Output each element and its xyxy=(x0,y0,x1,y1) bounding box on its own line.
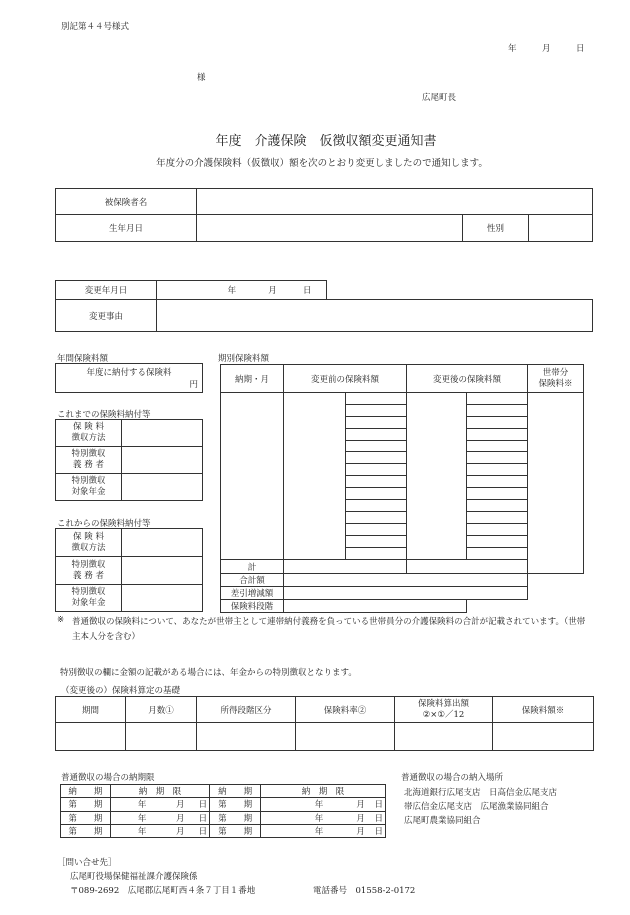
recipient-suffix: 様 xyxy=(197,73,206,83)
due-month: 月 xyxy=(325,811,367,824)
birth-label: 生年月日 xyxy=(56,215,197,242)
contact-label: ［問い合せ先］ xyxy=(57,858,117,868)
due-day: 日 xyxy=(367,798,386,811)
previous-row-label: 保 険 料 徴収方法 xyxy=(56,420,122,447)
basis-header: 保険料算出額 ②×①／12 xyxy=(395,697,493,723)
basis-cell[interactable] xyxy=(197,723,296,751)
previous-row-value[interactable] xyxy=(122,474,203,501)
after-lines xyxy=(467,393,527,559)
form-number: 別記第４４号様式 xyxy=(61,22,130,32)
date-month: 月 xyxy=(542,44,551,54)
change-date-label: 変更年月日 xyxy=(56,281,157,300)
basis-header: 保険料額※ xyxy=(493,697,594,723)
previous-row-label: 特別徴収 対象年金 xyxy=(56,474,122,501)
change-date-day: 日 xyxy=(302,286,312,296)
due-month: 月 xyxy=(325,798,367,811)
future-row-label: 保 険 料 徴収方法 xyxy=(56,529,122,557)
change-date-year: 年 xyxy=(227,286,237,296)
due-section-label: 普通徴収の場合の納期限 xyxy=(61,773,155,783)
due-year: 年 xyxy=(110,824,148,837)
due-row-period: 第 期 xyxy=(61,811,111,824)
note-special: 特別徴収の欄に金額の記載がある場合には、年金からの特別徴収となります。 xyxy=(60,668,357,678)
due-year: 年 xyxy=(261,811,326,824)
household-cell[interactable] xyxy=(528,393,584,574)
change-date-month: 月 xyxy=(268,286,277,296)
future-row-value[interactable] xyxy=(122,557,203,585)
stage-label: 保険料段階 xyxy=(221,600,284,613)
due-row-period: 第 期 xyxy=(210,824,261,837)
previous-section-label: これまでの保険料納付等 xyxy=(57,410,151,420)
payplace-line: 広尾町農業協同組合 xyxy=(404,816,481,826)
due-col-deadline: 納 期 限 xyxy=(110,785,209,798)
due-day: 日 xyxy=(367,824,386,837)
due-row-period: 第 期 xyxy=(210,811,261,824)
basis-cell[interactable] xyxy=(126,723,197,751)
due-col-deadline: 納 期 限 xyxy=(261,785,386,798)
future-row-label: 特別徴収 対象年金 xyxy=(56,585,122,612)
period-section-label: 期別保険料額 xyxy=(218,354,270,364)
annual-cell-label: 年度に納付する保険料 xyxy=(86,368,172,378)
due-table xyxy=(60,784,386,838)
sex-label: 性別 xyxy=(463,215,529,242)
payplace-line: 北海道銀行広尾支店 日高信金広尾支店 xyxy=(404,788,558,798)
page-subtitle: 年度分の介護保険料（仮徴収）額を次のとおり変更しましたので通知します。 xyxy=(156,158,488,169)
due-col-period: 納 期 xyxy=(210,785,261,798)
payplace-section-label: 普通徴収の場合の納入場所 xyxy=(401,773,504,783)
stage-value[interactable] xyxy=(284,600,467,613)
sum-label: 合計額 xyxy=(221,574,284,587)
contact-dept: 広尾町役場保健福祉課介護保険係 xyxy=(70,872,198,882)
previous-row-label: 特別徴収 義 務 者 xyxy=(56,447,122,474)
due-year: 年 xyxy=(261,824,326,837)
before-lines xyxy=(346,393,406,559)
birth-value[interactable] xyxy=(197,215,463,242)
due-day: 日 xyxy=(187,798,210,811)
change-reason-value[interactable] xyxy=(157,300,593,332)
basis-header: 月数① xyxy=(126,697,197,723)
due-col-period: 納 期 xyxy=(61,785,111,798)
col-period-header: 納期・月 xyxy=(221,365,284,393)
future-row-label: 特別徴収 義 務 者 xyxy=(56,557,122,585)
contact-phone: 電話番号 01558-2-0172 xyxy=(313,886,416,896)
future-row-value[interactable] xyxy=(122,585,203,612)
insured-name-label: 被保険者名 xyxy=(56,189,197,215)
insured-name-value[interactable] xyxy=(197,189,593,215)
issuer: 広尾町長 xyxy=(422,93,457,103)
annual-table xyxy=(55,363,203,393)
sum-value[interactable] xyxy=(284,574,528,587)
contact-address: 〒089-2692 広尾郡広尾町西４条７丁目１番地 xyxy=(70,886,256,896)
previous-row-value[interactable] xyxy=(122,447,203,474)
period-table xyxy=(220,364,584,613)
col-after-header: 変更後の保険料額 xyxy=(407,365,528,393)
due-row-period: 第 期 xyxy=(61,798,111,811)
due-year: 年 xyxy=(110,811,148,824)
due-month: 月 xyxy=(148,811,186,824)
due-day: 日 xyxy=(187,824,210,837)
col-before-header: 変更前の保険料額 xyxy=(284,365,407,393)
previous-row-value[interactable] xyxy=(122,420,203,447)
basis-cell[interactable] xyxy=(296,723,395,751)
diff-label: 差引増減額 xyxy=(221,587,284,600)
annual-cell[interactable] xyxy=(56,364,203,393)
due-month: 月 xyxy=(148,824,186,837)
basis-table xyxy=(55,696,594,751)
future-row-value[interactable] xyxy=(122,529,203,557)
due-day: 日 xyxy=(187,811,210,824)
date-day: 日 xyxy=(576,44,585,54)
before-lines-cell[interactable] xyxy=(346,393,407,560)
basis-cell[interactable] xyxy=(493,723,594,751)
due-month: 月 xyxy=(148,798,186,811)
before-amount-cell[interactable] xyxy=(284,393,346,560)
basis-header: 所得段階区分 xyxy=(197,697,296,723)
total-label: 計 xyxy=(221,560,284,574)
col-household-header: 世帯分 保険料※ xyxy=(528,365,584,393)
due-year: 年 xyxy=(261,798,326,811)
insured-table xyxy=(55,188,593,242)
change-reason-label: 変更事由 xyxy=(56,300,157,332)
basis-cell[interactable] xyxy=(56,723,126,751)
future-section-label: これからの保険料納付等 xyxy=(57,519,151,529)
page-title: 年度 介護保険 仮徴収額変更通知書 xyxy=(215,134,437,149)
after-lines-cell[interactable] xyxy=(467,393,528,560)
note-star-text: 普通徴収の保険料について、あなたが世帯主として連帯納付義務を負っている世帯員分の介護保険料の合計が記載されています。（世帯主本人分を含む） xyxy=(72,617,586,642)
total-after[interactable] xyxy=(407,560,528,574)
annual-unit: 円 xyxy=(189,380,198,390)
basis-cell[interactable] xyxy=(395,723,493,751)
due-row-period: 第 期 xyxy=(210,798,261,811)
due-year: 年 xyxy=(110,798,148,811)
date-year: 年 xyxy=(508,44,517,54)
change-date-value[interactable] xyxy=(157,281,327,300)
previous-table xyxy=(55,419,203,501)
due-day: 日 xyxy=(367,811,386,824)
due-row-period: 第 期 xyxy=(61,824,111,837)
total-before[interactable] xyxy=(284,560,407,574)
due-month: 月 xyxy=(325,824,367,837)
basis-header: 保険料率② xyxy=(296,697,395,723)
note-star-mark: ※ xyxy=(57,615,65,625)
annual-section-label: 年間保険料額 xyxy=(57,354,109,364)
future-table xyxy=(55,528,203,612)
period-months-cell[interactable] xyxy=(221,393,284,560)
sex-value[interactable] xyxy=(529,215,593,242)
after-amount-cell[interactable] xyxy=(407,393,467,560)
payplace-line: 帯広信金広尾支店 広尾漁業協同組合 xyxy=(404,802,549,812)
basis-section-label: （変更後の）保険料算定の基礎 xyxy=(61,686,181,696)
diff-value[interactable] xyxy=(284,587,528,600)
change-table xyxy=(55,280,593,332)
basis-header: 期間 xyxy=(56,697,126,723)
